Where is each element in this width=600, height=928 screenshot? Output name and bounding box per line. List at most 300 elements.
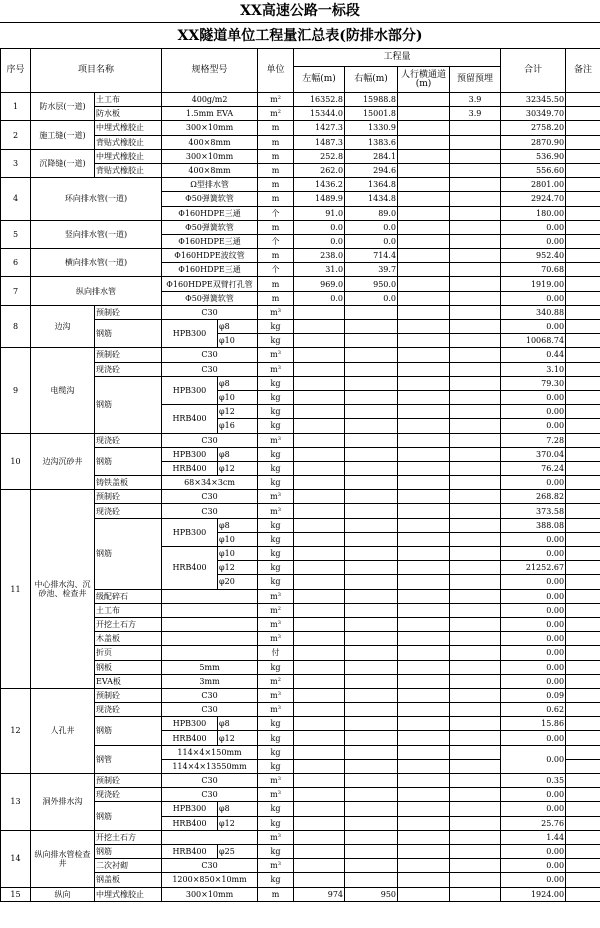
unit-cell: $m^2$ xyxy=(258,93,294,107)
spec-cell: C30 xyxy=(162,362,258,376)
unit-cell: $m^3$ xyxy=(258,617,294,631)
cross-passage-cell xyxy=(398,419,450,433)
right-qty-cell xyxy=(345,830,398,844)
sub-item-cell: 现浇砼 xyxy=(95,504,162,518)
note-cell xyxy=(566,376,600,390)
unit-cell: kg xyxy=(258,518,294,532)
row-number-cell: 3 xyxy=(1,149,31,177)
right-qty-cell: 294.6 xyxy=(345,163,398,177)
unit-cell: kg xyxy=(258,447,294,461)
quantity-summary-table xyxy=(0,48,600,902)
total-cell: 0.00 xyxy=(501,844,566,858)
reserve-cell xyxy=(450,688,501,702)
total-cell: 0.00 xyxy=(501,390,566,404)
note-cell xyxy=(566,192,600,206)
cross-passage-cell xyxy=(398,859,450,873)
left-qty-cell xyxy=(294,816,345,830)
total-cell: 70.68 xyxy=(501,263,566,277)
spec-cell: 114×4×150mm xyxy=(162,745,258,759)
left-qty-cell xyxy=(294,547,345,561)
spec-cell: Φ50弹簧软管 xyxy=(162,220,258,234)
left-qty-cell: 15344.0 xyxy=(294,107,345,121)
row-number-cell: 14 xyxy=(1,830,31,887)
total-cell: 0.00 xyxy=(501,632,566,646)
table-row xyxy=(1,149,600,163)
cross-passage-cell xyxy=(398,376,450,390)
cross-passage-cell xyxy=(398,220,450,234)
steel-grade-cell: HRB400 xyxy=(162,844,218,858)
spec-cell: Φ160HDPE双臂打孔管 xyxy=(162,277,258,291)
note-cell xyxy=(566,121,600,135)
item-group-cell: 施工缝(一道) xyxy=(31,121,95,149)
left-qty-cell: 0.0 xyxy=(294,234,345,248)
note-cell xyxy=(566,873,600,887)
right-qty-cell: 950 xyxy=(345,887,398,901)
note-cell xyxy=(566,149,600,163)
item-group-cell: 环向排水管(一道) xyxy=(31,178,162,221)
cross-passage-cell xyxy=(398,263,450,277)
left-qty-cell xyxy=(294,802,345,816)
reserve-cell xyxy=(450,192,501,206)
left-qty-cell xyxy=(294,405,345,419)
right-qty-cell xyxy=(345,504,398,518)
sub-item-cell: 中埋式橡胶止 xyxy=(95,887,162,901)
note-cell xyxy=(566,688,600,702)
cross-passage-cell xyxy=(398,135,450,149)
left-qty-cell xyxy=(294,717,345,731)
cross-passage-cell xyxy=(398,575,450,589)
note-cell xyxy=(566,334,600,348)
cross-passage-cell xyxy=(398,603,450,617)
steel-grade-cell: HPB300 xyxy=(162,518,218,546)
table-row xyxy=(1,277,600,291)
reserve-cell xyxy=(450,220,501,234)
reserve-cell: 3.9 xyxy=(450,93,501,107)
right-qty-cell xyxy=(345,717,398,731)
unit-cell: kg xyxy=(258,320,294,334)
sub-item-cell: 钢筋 xyxy=(95,717,162,745)
reserve-cell xyxy=(450,334,501,348)
table-row xyxy=(1,774,600,788)
total-cell: 0.00 xyxy=(501,405,566,419)
unit-cell: $m^3$ xyxy=(258,490,294,504)
left-qty-cell xyxy=(294,320,345,334)
unit-cell: $m^3$ xyxy=(258,830,294,844)
left-qty-cell: 0.0 xyxy=(294,291,345,305)
cross-passage-cell xyxy=(398,589,450,603)
row-number-cell: 2 xyxy=(1,121,31,149)
table-row xyxy=(1,178,600,192)
left-qty-cell xyxy=(294,518,345,532)
unit-cell: $m^3$ xyxy=(258,688,294,702)
left-qty-cell xyxy=(294,703,345,717)
unit-cell: 个 xyxy=(258,234,294,248)
note-cell xyxy=(566,362,600,376)
right-qty-cell xyxy=(345,305,398,319)
total-cell: 370.04 xyxy=(501,447,566,461)
note-cell xyxy=(566,447,600,461)
note-cell xyxy=(566,135,600,149)
right-qty-cell: 284.1 xyxy=(345,149,398,163)
right-qty-cell: 89.0 xyxy=(345,206,398,220)
right-qty-cell xyxy=(345,362,398,376)
note-cell xyxy=(566,348,600,362)
cross-passage-cell xyxy=(398,717,450,731)
sub-item-cell: 折页 xyxy=(95,646,162,660)
sub-item-cell: 现浇砼 xyxy=(95,703,162,717)
left-qty-cell xyxy=(294,490,345,504)
reserve-cell xyxy=(450,859,501,873)
sub-item-cell: 背贴式橡胶止 xyxy=(95,135,162,149)
sub-item-cell: EVA板 xyxy=(95,674,162,688)
cross-passage-cell xyxy=(398,390,450,404)
table-row xyxy=(1,220,600,234)
cross-passage-cell xyxy=(398,830,450,844)
spec-cell: 400×8mm xyxy=(162,135,258,149)
left-qty-cell xyxy=(294,461,345,475)
left-qty-cell xyxy=(294,433,345,447)
reserve-cell xyxy=(450,320,501,334)
sub-item-cell: 铸铁盖板 xyxy=(95,476,162,490)
reserve-cell xyxy=(450,759,501,773)
total-cell: 340.88 xyxy=(501,305,566,319)
left-qty-cell xyxy=(294,532,345,546)
row-number-cell: 10 xyxy=(1,433,31,490)
unit-cell: $m^3$ xyxy=(258,788,294,802)
cross-passage-cell xyxy=(398,788,450,802)
total-cell: 0.09 xyxy=(501,688,566,702)
cross-passage-cell xyxy=(398,234,450,248)
right-qty-cell xyxy=(345,518,398,532)
note-cell xyxy=(566,816,600,830)
spec-cell: Φ160HDPE三通 xyxy=(162,263,258,277)
reserve-cell xyxy=(450,660,501,674)
note-cell xyxy=(566,163,600,177)
sub-item-cell: 开挖土石方 xyxy=(95,617,162,631)
reserve-cell xyxy=(450,135,501,149)
note-cell xyxy=(566,433,600,447)
reserve-cell xyxy=(450,362,501,376)
total-cell: 3.10 xyxy=(501,362,566,376)
note-cell xyxy=(566,774,600,788)
header-right: 右幅(m) xyxy=(345,67,398,93)
cross-passage-cell xyxy=(398,334,450,348)
right-qty-cell xyxy=(345,660,398,674)
spec-cell: Φ160HDPE三通 xyxy=(162,234,258,248)
right-qty-cell xyxy=(345,674,398,688)
left-qty-cell xyxy=(294,504,345,518)
left-qty-cell xyxy=(294,617,345,631)
unit-cell: m xyxy=(258,163,294,177)
left-qty-cell xyxy=(294,873,345,887)
reserve-cell xyxy=(450,674,501,688)
note-cell xyxy=(566,617,600,631)
spec-cell: C30 xyxy=(162,305,258,319)
total-cell: 0.00 xyxy=(501,320,566,334)
reserve-cell xyxy=(450,348,501,362)
unit-cell: kg xyxy=(258,802,294,816)
note-cell xyxy=(566,178,600,192)
reserve-cell xyxy=(450,163,501,177)
steel-grade-cell: HPB300 xyxy=(162,447,218,461)
table-row xyxy=(1,887,600,901)
left-qty-cell: 0.0 xyxy=(294,220,345,234)
unit-cell: $m^3$ xyxy=(258,859,294,873)
diameter-cell: φ12 xyxy=(218,731,258,745)
total-cell: 0.35 xyxy=(501,774,566,788)
reserve-cell xyxy=(450,504,501,518)
reserve-cell xyxy=(450,589,501,603)
table-row xyxy=(1,433,600,447)
total-cell: 7.28 xyxy=(501,433,566,447)
total-cell: 0.00 xyxy=(501,802,566,816)
row-number-cell: 7 xyxy=(1,277,31,305)
unit-cell: 付 xyxy=(258,646,294,660)
sub-item-cell: 预制砼 xyxy=(95,688,162,702)
spec-cell xyxy=(162,830,258,844)
right-qty-cell xyxy=(345,476,398,490)
steel-grade-cell: HRB400 xyxy=(162,405,218,433)
total-cell: 268.82 xyxy=(501,490,566,504)
cross-passage-cell xyxy=(398,178,450,192)
reserve-cell xyxy=(450,731,501,745)
note-cell xyxy=(566,575,600,589)
left-qty-cell xyxy=(294,688,345,702)
unit-cell: m xyxy=(258,121,294,135)
reserve-cell xyxy=(450,490,501,504)
unit-cell: m xyxy=(258,277,294,291)
total-cell: 2870.90 xyxy=(501,135,566,149)
right-qty-cell xyxy=(345,461,398,475)
unit-cell: m xyxy=(258,178,294,192)
right-qty-cell xyxy=(345,617,398,631)
left-qty-cell xyxy=(294,632,345,646)
reserve-cell xyxy=(450,447,501,461)
cross-passage-cell xyxy=(398,532,450,546)
unit-cell: kg xyxy=(258,844,294,858)
total-cell: 388.08 xyxy=(501,518,566,532)
total-cell: 0.00 xyxy=(501,532,566,546)
header-total: 合计 xyxy=(501,49,566,93)
spec-cell xyxy=(162,589,258,603)
cross-passage-cell xyxy=(398,461,450,475)
unit-cell: $m^3$ xyxy=(258,433,294,447)
unit-cell: m xyxy=(258,249,294,263)
spec-cell: C30 xyxy=(162,504,258,518)
unit-cell: kg xyxy=(258,759,294,773)
total-cell: 0.00 xyxy=(501,603,566,617)
note-cell xyxy=(566,476,600,490)
right-qty-cell xyxy=(345,334,398,348)
total-cell: 0.00 xyxy=(501,220,566,234)
note-cell xyxy=(566,731,600,745)
item-group-cell: 纵向排水管 xyxy=(31,277,162,305)
header-note: 备注 xyxy=(566,49,600,93)
diameter-cell: φ25 xyxy=(218,844,258,858)
spec-cell: 3mm xyxy=(162,674,258,688)
steel-grade-cell: HPB300 xyxy=(162,376,218,404)
left-qty-cell: 1487.3 xyxy=(294,135,345,149)
spec-cell xyxy=(162,632,258,646)
total-cell: 0.00 xyxy=(501,646,566,660)
reserve-cell xyxy=(450,887,501,901)
spec-cell: 114×4×13550mm xyxy=(162,759,258,773)
reserve-cell xyxy=(450,419,501,433)
right-qty-cell xyxy=(345,320,398,334)
left-qty-cell xyxy=(294,334,345,348)
table-row xyxy=(1,93,600,107)
sub-item-cell: 背贴式橡胶止 xyxy=(95,163,162,177)
sub-item-cell: 钢管 xyxy=(95,745,162,773)
unit-cell: 个 xyxy=(258,263,294,277)
right-qty-cell: 39.7 xyxy=(345,263,398,277)
sub-item-cell: 二次衬砌 xyxy=(95,859,162,873)
spec-cell: 300×10mm xyxy=(162,149,258,163)
diameter-cell: φ8 xyxy=(218,447,258,461)
row-number-cell: 5 xyxy=(1,220,31,248)
reserve-cell xyxy=(450,830,501,844)
cross-passage-cell xyxy=(398,731,450,745)
unit-cell: $m^3$ xyxy=(258,703,294,717)
unit-cell: kg xyxy=(258,561,294,575)
right-qty-cell xyxy=(345,632,398,646)
total-cell: 32345.50 xyxy=(501,93,566,107)
total-cell: 0.00 xyxy=(501,291,566,305)
left-qty-cell xyxy=(294,731,345,745)
table-row xyxy=(1,830,600,844)
cross-passage-cell xyxy=(398,121,450,135)
unit-cell: kg xyxy=(258,547,294,561)
steel-grade-cell: HRB400 xyxy=(162,547,218,590)
note-cell xyxy=(566,632,600,646)
total-cell: 0.00 xyxy=(501,731,566,745)
row-number-cell: 13 xyxy=(1,774,31,831)
unit-cell: kg xyxy=(258,461,294,475)
table-row xyxy=(1,490,600,504)
right-qty-cell xyxy=(345,561,398,575)
cross-passage-cell xyxy=(398,476,450,490)
right-qty-cell xyxy=(345,575,398,589)
table-row xyxy=(1,305,600,319)
reserve-cell xyxy=(450,703,501,717)
note-cell xyxy=(566,263,600,277)
sub-item-cell: 预制砼 xyxy=(95,305,162,319)
right-qty-cell xyxy=(345,802,398,816)
unit-cell: $m^3$ xyxy=(258,362,294,376)
left-qty-cell xyxy=(294,362,345,376)
unit-cell: kg xyxy=(258,532,294,546)
total-cell: 0.00 xyxy=(501,674,566,688)
diameter-cell: φ12 xyxy=(218,461,258,475)
note-cell xyxy=(566,220,600,234)
total-cell: 25.76 xyxy=(501,816,566,830)
left-qty-cell xyxy=(294,844,345,858)
cross-passage-cell xyxy=(398,149,450,163)
diameter-cell: φ8 xyxy=(218,802,258,816)
left-qty-cell xyxy=(294,859,345,873)
total-cell: 0.00 xyxy=(501,419,566,433)
cross-passage-cell xyxy=(398,93,450,107)
unit-cell: kg xyxy=(258,390,294,404)
steel-grade-cell: HRB400 xyxy=(162,731,218,745)
left-qty-cell: 1489.9 xyxy=(294,192,345,206)
cross-passage-cell xyxy=(398,206,450,220)
steel-grade-cell: HPB300 xyxy=(162,320,218,348)
total-cell: 79.30 xyxy=(501,376,566,390)
reserve-cell xyxy=(450,745,501,759)
spec-cell: C30 xyxy=(162,433,258,447)
spec-cell xyxy=(162,603,258,617)
unit-cell: m xyxy=(258,291,294,305)
left-qty-cell: 16352.8 xyxy=(294,93,345,107)
note-cell xyxy=(566,490,600,504)
unit-cell: $m^3$ xyxy=(258,504,294,518)
unit-cell: $m^3$ xyxy=(258,348,294,362)
reserve-cell xyxy=(450,178,501,192)
unit-cell: m xyxy=(258,149,294,163)
right-qty-cell: 0.0 xyxy=(345,291,398,305)
right-qty-cell xyxy=(345,490,398,504)
right-qty-cell xyxy=(345,547,398,561)
cross-passage-cell xyxy=(398,674,450,688)
left-qty-cell xyxy=(294,603,345,617)
total-cell: 2758.20 xyxy=(501,121,566,135)
cross-passage-cell xyxy=(398,249,450,263)
reserve-cell xyxy=(450,249,501,263)
total-cell: 0.00 xyxy=(501,660,566,674)
right-qty-cell: 15001.8 xyxy=(345,107,398,121)
note-cell xyxy=(566,249,600,263)
spec-cell: 300×10mm xyxy=(162,887,258,901)
reserve-cell xyxy=(450,717,501,731)
right-qty-cell xyxy=(345,844,398,858)
reserve-cell xyxy=(450,206,501,220)
document-subtitle: XX隧道单位工程量汇总表(防排水部分) xyxy=(0,22,600,49)
total-cell: 76.24 xyxy=(501,461,566,475)
spec-cell: 400g/m2 xyxy=(162,93,258,107)
reserve-cell xyxy=(450,234,501,248)
unit-cell: $m^3$ xyxy=(258,632,294,646)
cross-passage-cell xyxy=(398,759,450,773)
reserve-cell xyxy=(450,405,501,419)
total-cell: 0.00 xyxy=(501,788,566,802)
left-qty-cell xyxy=(294,774,345,788)
right-qty-cell xyxy=(345,788,398,802)
right-qty-cell xyxy=(345,859,398,873)
unit-cell: m xyxy=(258,192,294,206)
total-cell: 0.00 xyxy=(501,547,566,561)
left-qty-cell xyxy=(294,575,345,589)
right-qty-cell xyxy=(345,646,398,660)
item-group-cell: 纵向 xyxy=(31,887,95,901)
right-qty-cell xyxy=(345,376,398,390)
cross-passage-cell xyxy=(398,802,450,816)
diameter-cell: φ8 xyxy=(218,320,258,334)
diameter-cell: φ12 xyxy=(218,561,258,575)
total-cell: 1919.00 xyxy=(501,277,566,291)
note-cell xyxy=(566,830,600,844)
steel-grade-cell: HRB400 xyxy=(162,461,218,475)
sub-item-cell: 木盖板 xyxy=(95,632,162,646)
diameter-cell: φ10 xyxy=(218,532,258,546)
diameter-cell: φ12 xyxy=(218,816,258,830)
cross-passage-cell xyxy=(398,107,450,121)
cross-passage-cell xyxy=(398,632,450,646)
left-qty-cell: 252.8 xyxy=(294,149,345,163)
right-qty-cell xyxy=(345,532,398,546)
note-cell xyxy=(566,277,600,291)
note-cell xyxy=(566,305,600,319)
